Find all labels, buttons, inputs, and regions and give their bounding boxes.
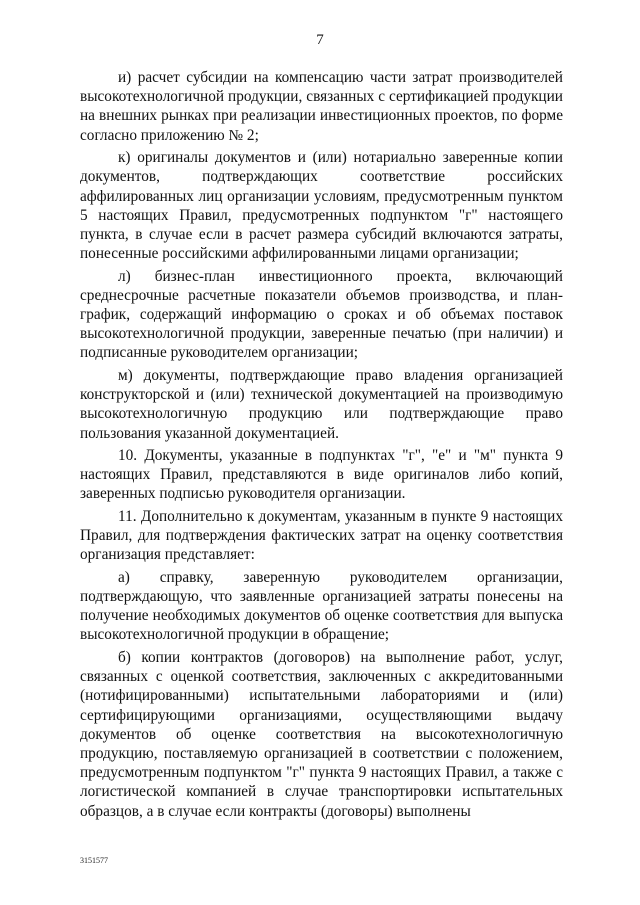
paragraph-subitem-k: к) оригиналы документов и (или) нотариально заверенные копии документов, подтверждающих соответствие российских аффилированных лиц организации условиям, предусмотренным пунктом 5 настоящих Правил, предусмотренных подпунктом "г" настоящего пункта, в случае если в расчет размера субсидий включаются затраты, понесенные российскими аффилированными лицами организации; bbox=[80, 149, 563, 263]
paragraph-subitem-b: б) копии контрактов (договоров) на выполнение работ, услуг, связанных с оценкой соответствия, заключенных с аккредитованными (нотифицированными) испытательными лабораториями и (или) сертифицирующими организациями, осуществляющими выдачу документов об оценке соответствия на высокотехнологичную продукцию, поставляемую организацией в соответствии с положением, предусмотренным подпунктом "г" пункта 9 настоящих Правил, а также с логистической компанией в случае транспортировки испытательных образцов, а в случае если контракты (договоры) выполнены bbox=[80, 648, 563, 820]
document-code: 3151577 bbox=[80, 856, 108, 865]
paragraph-item-11: 11. Дополнительно к документам, указанным в пункте 9 настоящих Правил, для подтверждения фактических затрат на оценку соответствия организация представляет: bbox=[80, 507, 563, 564]
paragraph-subitem-i: и) расчет субсидии на компенсацию части затрат производителей высокотехнологичной продукции, связанных с сертификацией продукции на внешних рынках при реализации инвестиционных проектов, по форме согласно приложению № 2; bbox=[80, 69, 563, 144]
paragraph-item-10: 10. Документы, указанные в подпунктах "г", "е" и "м" пункта 9 настоящих Правил, представляются в виде оригиналов либо копий, заверенных подписью руководителя организации. bbox=[80, 447, 563, 503]
document-body bbox=[80, 68, 563, 824]
paragraph-subitem-l: л) бизнес-план инвестиционного проекта, включающий среднесрочные расчетные показатели объемов производства, и план-график, содержащий информацию о сроках и об объемах поставок высокотехнологичной продукции, заверенные печатью (при наличии) и подписанные руководителем организации; bbox=[80, 267, 563, 362]
paragraph-subitem-m: м) документы, подтверждающие право владения организацией конструкторской и (или) технической документацией на производимую высокотехнологичную продукцию или подтверждающие право пользования указанной документацией. bbox=[80, 366, 563, 442]
page-number: 7 bbox=[316, 32, 324, 48]
paragraph-subitem-a: а) справку, заверенную руководителем организации, подтверждающую, что заявленные организацией затраты понесены на получение необходимых документов об оценке соответствия для выпуска высокотехнологичной продукции в обращение; bbox=[80, 568, 563, 644]
